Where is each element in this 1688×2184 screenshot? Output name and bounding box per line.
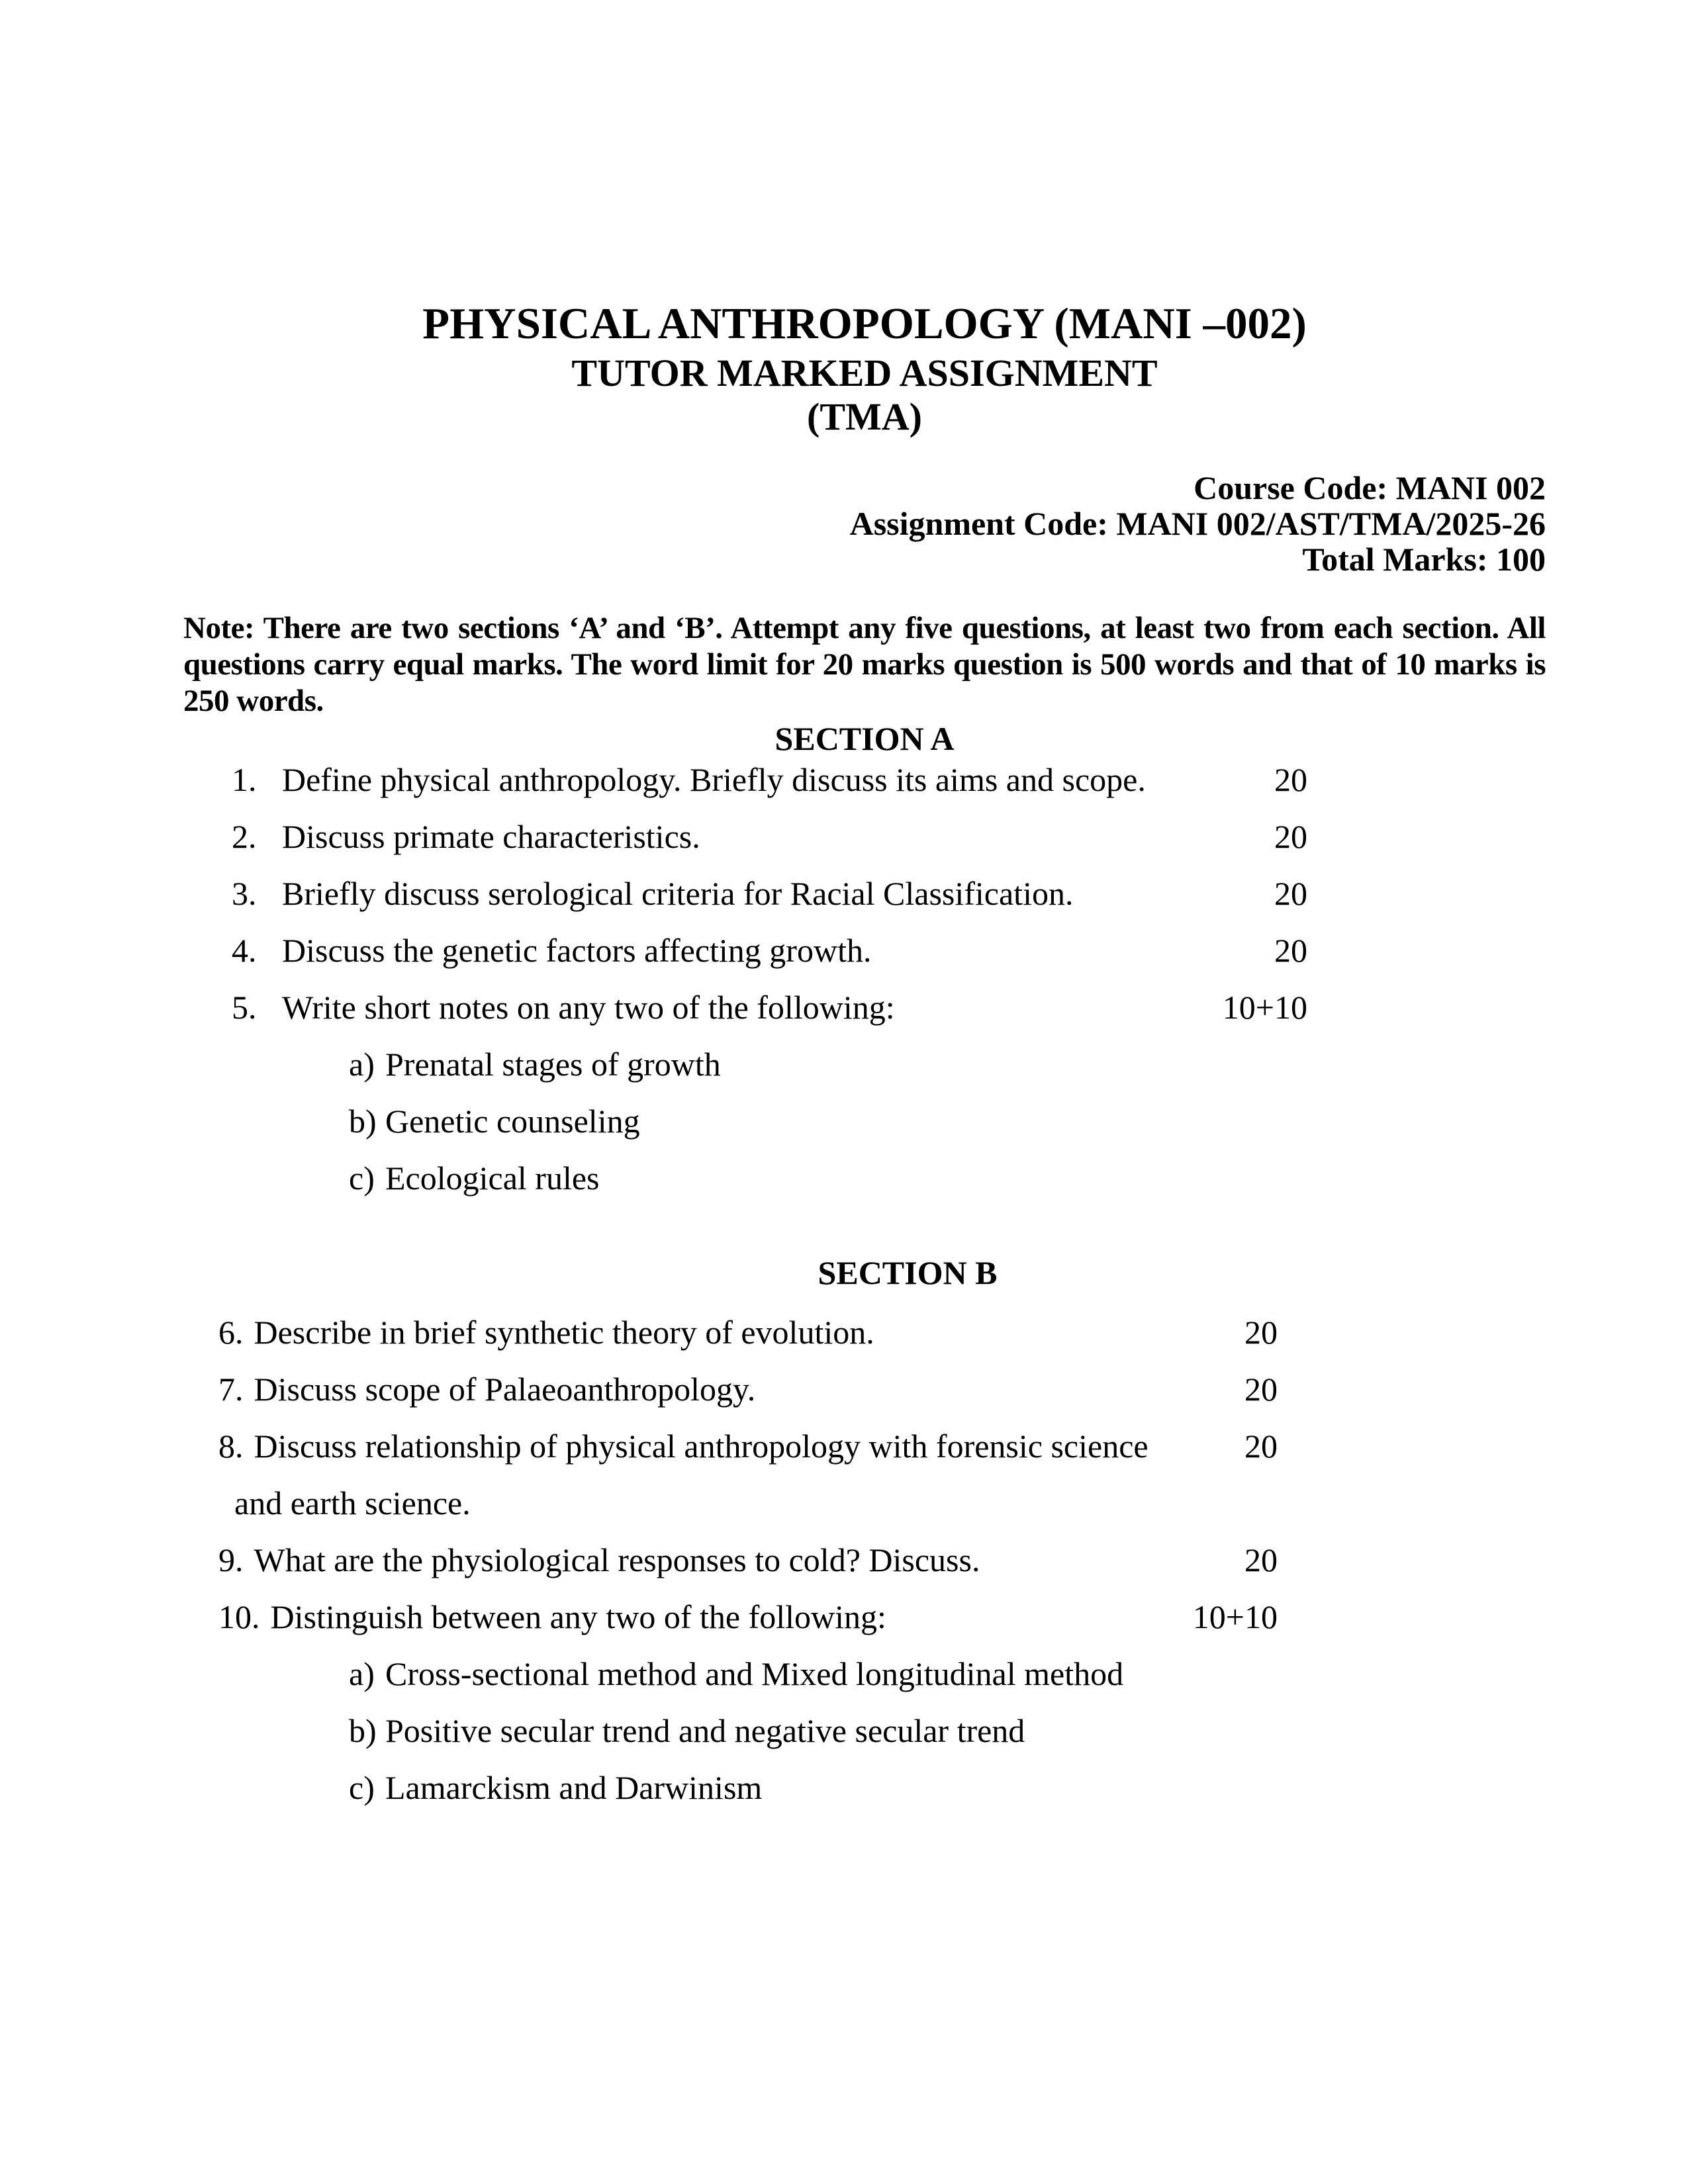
assignment-code: Assignment Code: MANI 002/AST/TMA/2025-26	[849, 505, 1546, 542]
document-subtitle: TUTOR MARKED ASSIGNMENT	[571, 351, 1158, 394]
question-text: Write short notes on any two of the following:	[282, 989, 895, 1026]
subitem-label: c)	[349, 1769, 375, 1806]
subitem-row-c	[183, 1160, 1546, 1197]
subitem-text: Cross-sectional method and Mixed longitudinal method	[385, 1655, 1124, 1692]
question-marks: 20	[1274, 761, 1307, 798]
question-text: Discuss scope of Palaeoanthropology.	[254, 1371, 756, 1408]
question-text: What are the physiological responses to cold? Discuss.	[254, 1541, 980, 1578]
question-number: 9.	[218, 1541, 244, 1578]
subitem-label: b)	[349, 1103, 377, 1140]
question-number: 10.	[218, 1598, 260, 1635]
question-8-continuation: and earth science.	[234, 1484, 471, 1522]
note-line-3: 250 words.	[183, 684, 324, 718]
subitem-text: Positive secular trend and negative secular trend	[385, 1712, 1025, 1749]
question-text: Discuss the genetic factors affecting growth.	[282, 932, 872, 969]
subitem-row-a	[183, 1046, 1546, 1083]
question-row-6	[183, 1314, 1546, 1351]
question-row-10	[183, 1598, 1546, 1635]
question-row-9	[183, 1541, 1546, 1578]
question-row-3	[183, 875, 1546, 912]
subitem-row-a	[183, 1655, 1546, 1692]
question-row-1	[183, 761, 1546, 798]
subitem-text: Prenatal stages of growth	[385, 1046, 721, 1083]
question-number: 2.	[232, 818, 257, 855]
subitem-row-c	[183, 1769, 1546, 1806]
note-line-2: questions carry equal marks. The word limit for 20 marks question is 500 words and that of 10 marks is	[183, 647, 1546, 682]
question-text: Define physical anthropology. Briefly discuss its aims and scope.	[282, 761, 1146, 798]
question-text: Discuss primate characteristics.	[282, 818, 700, 855]
question-row-7	[183, 1371, 1546, 1408]
question-marks: 20	[1244, 1371, 1278, 1408]
document-title: PHYSICAL ANTHROPOLOGY (MANI –002)	[422, 299, 1307, 348]
tma-label: (TMA)	[807, 395, 922, 438]
question-row-8	[183, 1428, 1546, 1465]
question-number: 6.	[218, 1314, 244, 1351]
question-marks: 20	[1274, 932, 1307, 969]
question-number: 5.	[232, 989, 257, 1026]
question-text: Briefly discuss serological criteria for Racial Classification.	[282, 875, 1074, 912]
question-row-5	[183, 989, 1546, 1026]
section-a-header: SECTION A	[774, 720, 955, 757]
question-number: 8.	[218, 1428, 244, 1465]
subitem-label: a)	[349, 1046, 375, 1083]
subitem-label: c)	[349, 1160, 375, 1197]
question-marks: 10+10	[1192, 1598, 1278, 1635]
subitem-row-b	[183, 1103, 1546, 1140]
question-number: 3.	[232, 875, 257, 912]
question-marks: 20	[1244, 1314, 1278, 1351]
section-b-header: SECTION B	[818, 1254, 998, 1291]
question-number: 4.	[232, 932, 257, 969]
note-paragraph	[183, 610, 1546, 719]
question-number: 7.	[218, 1371, 244, 1408]
question-marks: 20	[1244, 1541, 1278, 1578]
course-code: Course Code: MANI 002	[1194, 469, 1546, 506]
subitem-label: b)	[349, 1712, 377, 1749]
question-number: 1.	[232, 761, 257, 798]
note-line-1: Note: There are two sections ‘A’ and ‘B’. Attempt any five questions, at least two from each section. All	[183, 611, 1546, 645]
subitem-text: Ecological rules	[385, 1160, 600, 1197]
question-text: Describe in brief synthetic theory of evolution.	[254, 1314, 874, 1351]
question-marks: 20	[1244, 1428, 1278, 1465]
question-marks: 20	[1274, 818, 1307, 855]
subitem-text: Lamarckism and Darwinism	[385, 1769, 763, 1806]
subitem-text: Genetic counseling	[385, 1103, 640, 1140]
total-marks: Total Marks: 100	[1302, 541, 1546, 578]
question-row-2	[183, 818, 1546, 855]
codes-block	[183, 470, 1546, 577]
question-marks: 20	[1274, 875, 1307, 912]
question-marks: 10+10	[1222, 989, 1307, 1026]
question-row-4	[183, 932, 1546, 969]
title-block	[183, 298, 1546, 437]
subitem-label: a)	[349, 1655, 375, 1692]
question-text: Distinguish between any two of the following:	[270, 1598, 886, 1635]
subitem-row-b	[183, 1712, 1546, 1749]
question-text: Discuss relationship of physical anthropology with forensic science	[254, 1428, 1149, 1465]
page-content	[183, 0, 1546, 1826]
